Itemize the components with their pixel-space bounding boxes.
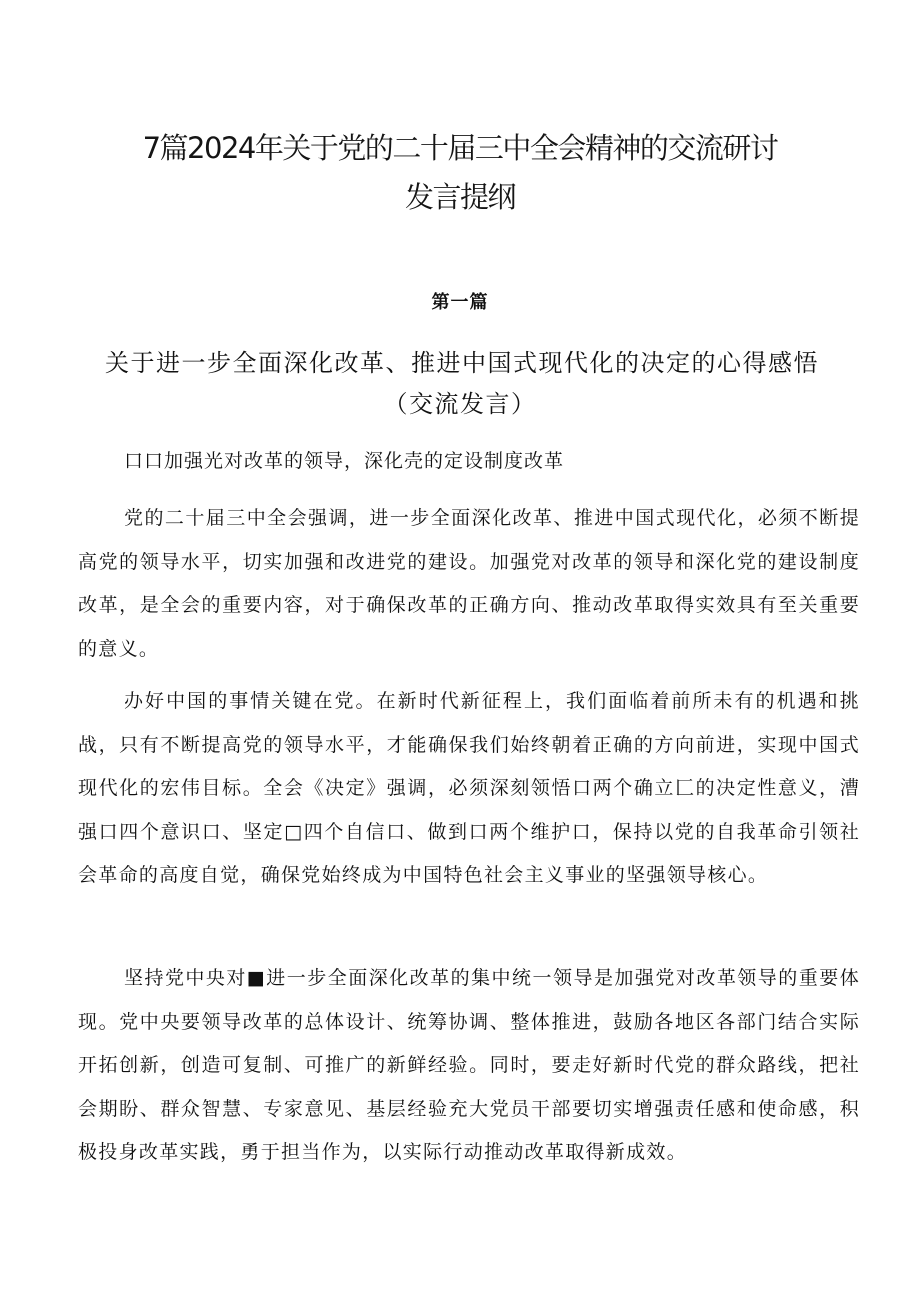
subtitle-line-1: 关于进一步全面深化改革、推进中国式现代化的决定的心得感悟 [105, 349, 819, 377]
document-title-line-1: 7篇2024年关于党的二十届三中全会精神的交流研讨 [142, 131, 778, 165]
document-title-line-2: 发言提纲 [404, 180, 515, 214]
body-paragraph: 党的二十届三中全会强调，进一步全面深化改革、推进中国式现代化，必须不断提高党的领导水平，切实加强和改进党的建设。加强党对改革的领导和深化党的建设制度改革，是全会的重要内容，对于确保改革的正确方向、推动改革取得实效具有至关重要的意义。 [78, 507, 860, 660]
body-paragraph: 办好中国的事情关键在党。在新时代新征程上，我们面临着前所未有的机遇和挑战，只有不断提高党的领导水平，才能确保我们始终朝着正确的方向前进，实现中国式现代化的宏伟目标。全会《决定》强调，必须深刻领悟口两个确立匚的决定性意义，漕强口四个意识口、坚定□四个自信口、做到口两个维护口，保持以党的自我革命引领社会革命的高度自觉，确保党始终成为中国特色社会主义事业的坚强领导核心。 [78, 690, 860, 887]
section-heading: 口口加强光对改革的领导，深化壳的定设制度改革 [124, 450, 565, 472]
body-paragraph: 坚持党中央对■进一步全面深化改革的集中统一领导是加强党对改革领导的重要体现。党中央要领导改革的总体设计、统筹协调、整体推进，鼓励各地区各部门结合实际开拓创新，创造可复制、可推广的新鲜经验。同时，要走好新时代党的群众路线，把社会期盼、群众智慧、专家意见、基层经验充大党员干部要切实增强责任感和使命感，积极投身改革实践，勇于担当作为，以实际行动推动改革取得新成效。 [78, 967, 860, 1164]
subtitle-line-2: （交流发言） [383, 390, 537, 418]
section-label: 第一篇 [431, 292, 489, 313]
